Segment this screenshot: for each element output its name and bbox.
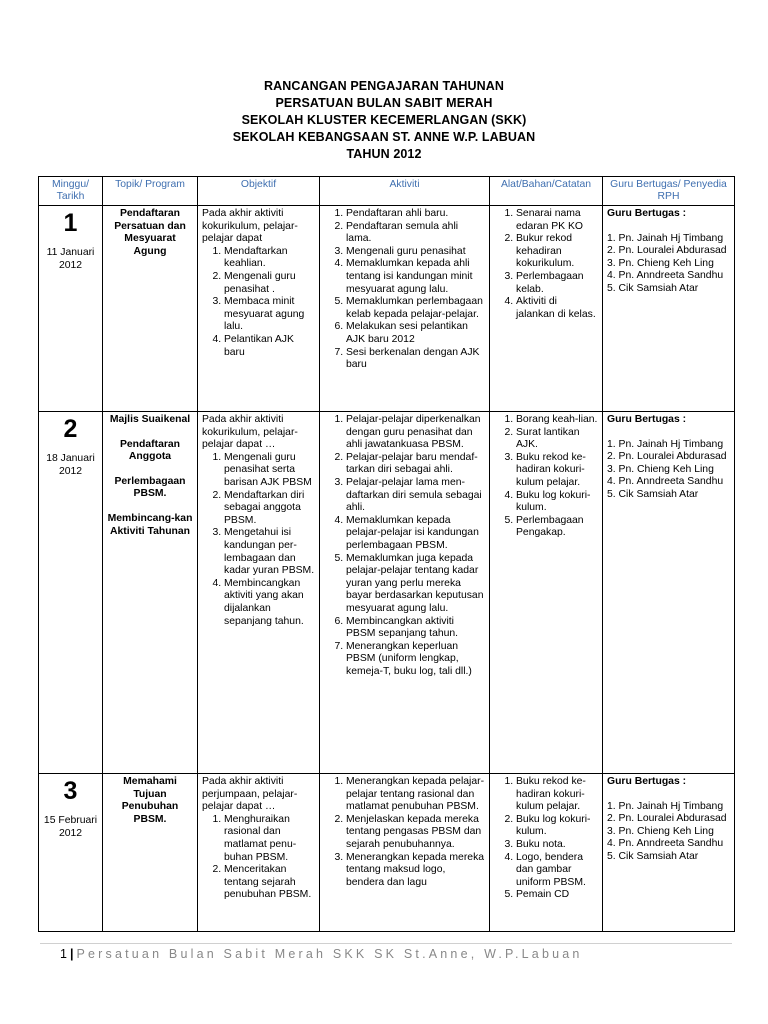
objective-intro: Pada akhir aktiviti kokurikulum, pelajar-pelajar dapat <box>202 208 298 245</box>
cell-objective <box>198 774 320 932</box>
cell-topic <box>103 206 198 412</box>
table-body <box>39 206 735 932</box>
activity-item: 7. Sesi berkenalan dengan AJK baru <box>346 347 485 372</box>
cell-objective <box>198 412 320 774</box>
topic-item: Pendaftaran Anggota <box>119 438 181 463</box>
objective-item: 2. Menceritakan tentang sejarah penubuhan PBSM. <box>224 864 315 902</box>
activity-item: 7. Menerangkan keperluan PBSM (uniform lengkap, kemeja-T, buku log, tali dll.) <box>346 641 485 679</box>
teacher-name: 5. Cik Samsiah Atar <box>607 850 699 862</box>
plan-table <box>38 176 735 932</box>
materials-item: 1. Senarai nama edaran PK KO <box>516 208 598 233</box>
materials-item: 2. Buku log kokuri-kulum. <box>516 814 598 839</box>
activity-item: 6. Melakukan sesi pelantikan AJK baru 2012 <box>346 321 485 346</box>
activity-list <box>324 414 485 678</box>
activity-item: 1. Pendaftaran ahli baru. <box>346 208 485 221</box>
cell-materials <box>490 412 603 774</box>
cell-activity <box>320 412 490 774</box>
week-date: 11 Januari 2012 <box>46 247 95 271</box>
col-header-aktiviti: Aktiviti <box>320 177 490 206</box>
materials-item: 5. Perlembagaan Pengakap. <box>516 515 598 540</box>
teacher-name: 2. Pn. Louralei Abdurasad <box>607 451 727 463</box>
cell-teachers <box>603 774 735 932</box>
activity-item: 1. Menerangkan kepada pelajar-pelajar tentang rasional dan matlamat penubuhan PBSM. <box>346 776 485 814</box>
materials-list <box>494 776 598 902</box>
objective-item: 3. Membaca minit mesyuarat agung lalu. <box>224 296 315 334</box>
teacher-name: 4. Pn. Anndreeta Sandhu <box>607 838 724 850</box>
materials-item: 4. Aktiviti di jalankan di kelas. <box>516 296 598 321</box>
teachers-heading: Guru Bertugas : <box>607 776 687 787</box>
cell-objective <box>198 206 320 412</box>
materials-item: 1. Borang keah-lian. <box>516 414 598 427</box>
activity-item: 2. Menjelaskan kepada mereka tentang pengasas PBSM dan sejarah penubuhannya. <box>346 814 485 852</box>
materials-list <box>494 414 598 540</box>
objective-item: 3. Mengetahui isi kandungan per-lembagaan dan kadar yuran PBSM. <box>224 527 315 577</box>
cell-topic <box>103 412 198 774</box>
activity-item: 3. Menerangkan kepada mereka tentang maksud logo, bendera dan lagu <box>346 852 485 890</box>
cell-teachers <box>603 206 735 412</box>
col-header-minggu: Minggu/ Tarikh <box>39 177 103 206</box>
cell-week <box>39 774 103 932</box>
objective-item: 2. Mendaftarkan diri sebagai anggota PBSM. <box>224 490 315 528</box>
table-header-row <box>39 177 735 206</box>
activity-item: 4. Memaklumkan kepada pelajar-pelajar isi kandungan perlembagaan PBSM. <box>346 515 485 553</box>
teacher-name: 3. Pn. Chieng Keh Ling <box>607 257 714 269</box>
teacher-name: 1. Pn. Jainah Hj Timbang <box>607 438 724 450</box>
objective-list <box>202 246 315 359</box>
objective-item: 4. Pelantikan AJK baru <box>224 334 315 359</box>
cell-materials <box>490 774 603 932</box>
footer-separator: | <box>69 947 74 961</box>
activity-list <box>324 776 485 889</box>
topic-item: Membincang-kan Aktiviti Tahunan <box>107 512 193 537</box>
week-date: 15 Februari 2012 <box>43 815 98 839</box>
topic-item: Pendaftaran Persatuan dan Mesyuarat Agung <box>114 208 186 257</box>
document-title-block <box>0 78 768 163</box>
title-line-3: SEKOLAH KLUSTER KECEMERLANGAN (SKK) <box>241 113 527 127</box>
objective-item: 1. Menghuraikan rasional dan matlamat penu-buhan PBSM. <box>224 814 315 864</box>
activity-item: 6. Membincangkan aktiviti PBSM sepanjang tahun. <box>346 616 485 641</box>
col-header-guru: Guru Bertugas/ Penyedia RPH <box>603 177 735 206</box>
cell-week <box>39 206 103 412</box>
title-line-4: SEKOLAH KEBANGSAAN ST. ANNE W.P. LABUAN <box>232 130 536 144</box>
teacher-name: 5. Cik Samsiah Atar <box>607 488 699 500</box>
objective-item: 1. Mendaftarkan keahlian. <box>224 246 315 271</box>
cell-activity <box>320 206 490 412</box>
materials-item: 2. Surat lantikan AJK. <box>516 427 598 452</box>
topic-item: Majlis Suaikenal <box>109 414 191 425</box>
col-header-topik: Topik/ Program <box>103 177 198 206</box>
activity-item: 2. Pendaftaran semula ahli lama. <box>346 221 485 246</box>
materials-item: 4. Logo, bendera dan gambar uniform PBSM. <box>516 852 598 890</box>
materials-item: 3. Buku rekod ke-hadiran kokuri-kulum pelajar. <box>516 452 598 490</box>
teacher-name: 1. Pn. Jainah Hj Timbang <box>607 232 724 244</box>
activity-item: 5. Memaklumkan juga kepada pelajar-pelajar tentang kadar yuran yang perlu mereka bayar berdasarkan keputusan mesyuarat agung lalu. <box>346 553 485 616</box>
objective-item: 1. Mengenali guru penasihat serta barisan AJK PBSM <box>224 452 315 490</box>
materials-list <box>494 208 598 321</box>
week-number: 2 <box>63 415 78 443</box>
topic-item: Memahami Tujuan Penubuhan PBSM. <box>121 776 179 825</box>
activity-item: 3. Pelajar-pelajar lama men-daftarkan diri semula sebagai ahli. <box>346 477 485 515</box>
activity-item: 2. Pelajar-pelajar baru mendaf-tarkan diri sebagai ahli. <box>346 452 485 477</box>
teacher-name: 4. Pn. Anndreeta Sandhu <box>607 270 724 282</box>
title-line-5: TAHUN 2012 <box>346 147 422 161</box>
activity-item: 3. Mengenali guru penasihat <box>346 246 485 259</box>
objective-item: 4. Membincangkan aktiviti yang akan dijalankan sepanjang tahun. <box>224 578 315 628</box>
teachers-heading: Guru Bertugas : <box>607 414 687 425</box>
materials-item: 2. Bukur rekod kehadiran kokurikulum. <box>516 233 598 271</box>
materials-item: 3. Perlembagaan kelab. <box>516 271 598 296</box>
table-row <box>39 774 735 932</box>
objective-intro: Pada akhir aktiviti kokurikulum, pelajar-pelajar dapat … <box>202 414 298 451</box>
teacher-name: 5. Cik Samsiah Atar <box>607 282 699 294</box>
col-header-alat: Alat/Bahan/Catatan <box>490 177 603 206</box>
materials-item: 4. Buku log kokuri-kulum. <box>516 490 598 515</box>
title-line-2: PERSATUAN BULAN SABIT MERAH <box>275 96 493 110</box>
table-row <box>39 206 735 412</box>
teacher-name: 1. Pn. Jainah Hj Timbang <box>607 800 724 812</box>
teacher-name: 3. Pn. Chieng Keh Ling <box>607 463 714 475</box>
teacher-name: 2. Pn. Louralei Abdurasad <box>607 813 727 825</box>
title-line-1: RANCANGAN PENGAJARAN TAHUNAN <box>263 79 505 93</box>
cell-week <box>39 412 103 774</box>
teachers-heading: Guru Bertugas : <box>607 208 687 219</box>
materials-item: 1. Buku rekod ke-hadiran kokuri-kulum pelajar. <box>516 776 598 814</box>
teacher-name: 3. Pn. Chieng Keh Ling <box>607 825 714 837</box>
cell-topic <box>103 774 198 932</box>
objective-list <box>202 814 315 902</box>
cell-teachers <box>603 412 735 774</box>
cell-materials <box>490 206 603 412</box>
col-header-objektif: Objektif <box>198 177 320 206</box>
topic-item: Perlembagaan PBSM. <box>114 475 186 500</box>
teacher-name: 4. Pn. Anndreeta Sandhu <box>607 476 724 488</box>
week-number: 1 <box>63 209 78 237</box>
footer-divider <box>40 943 732 944</box>
activity-list <box>324 208 485 372</box>
activity-item: 1. Pelajar-pelajar diperkenalkan dengan guru penasihat dan ahli jawatankuasa PBSM. <box>346 414 485 452</box>
objective-intro: Pada akhir aktiviti perjumpaan, pelajar-pelajar dapat … <box>202 776 298 813</box>
activity-item: 4. Memaklumkan kepada ahli tentang isi kandungan minit mesyuarat agung lalu. <box>346 258 485 296</box>
teacher-name: 2. Pn. Louralei Abdurasad <box>607 245 727 257</box>
table-row <box>39 412 735 774</box>
materials-item: 5. Pemain CD <box>516 889 598 902</box>
activity-item: 5. Memaklumkan perlembagaan kelab kepada pelajar-pelajar. <box>346 296 485 321</box>
objective-list <box>202 452 315 628</box>
footer-text: Persatuan Bulan Sabit Merah SKK SK St.Anne, W.P.Labuan <box>76 947 583 961</box>
objective-item: 2. Mengenali guru penasihat . <box>224 271 315 296</box>
cell-activity <box>320 774 490 932</box>
page-number: 1 <box>60 947 67 961</box>
week-number: 3 <box>63 777 78 805</box>
week-date: 18 Januari 2012 <box>46 453 95 477</box>
page-footer <box>60 947 583 961</box>
materials-item: 3. Buku nota. <box>516 839 598 852</box>
